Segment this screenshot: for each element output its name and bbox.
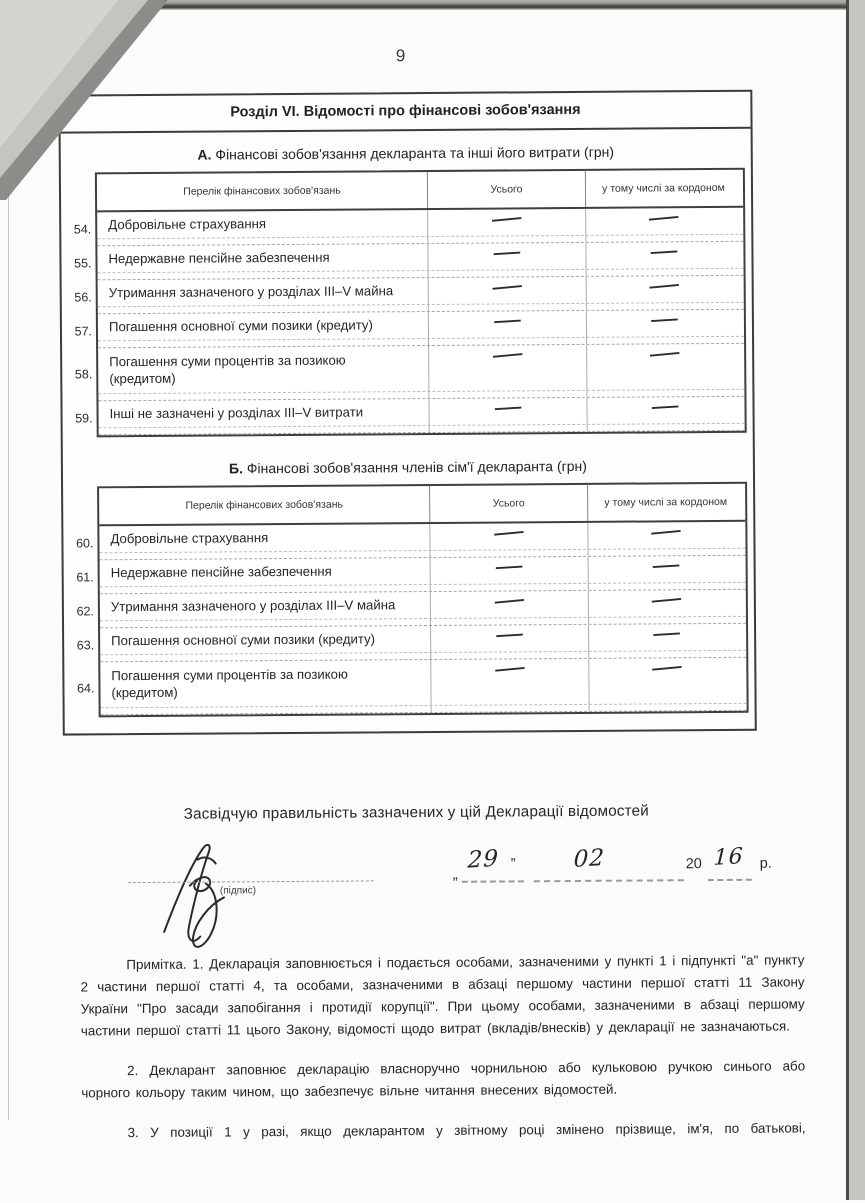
row-abroad-cell: [586, 276, 742, 310]
row-label: Недержавне пенсійне забезпечення: [110, 563, 332, 580]
row-total-cell: [427, 209, 585, 243]
row-abroad-cell: [585, 208, 741, 242]
table-row: [76, 554, 746, 595]
date-open-quote: „: [452, 865, 458, 883]
row-total-cell: [428, 311, 586, 345]
row-abroad-cell: [585, 242, 741, 276]
row-label: Погашення суми процентів за позикою (кредитом): [109, 352, 346, 386]
row-label: Добровільне страхування: [110, 529, 269, 546]
table-a-title-text: Фінансові зобов'язання декларанта та інші його витрати (грн): [215, 143, 615, 163]
row-number: 57.: [74, 323, 93, 338]
column-header-total: Усього: [427, 171, 585, 208]
handwritten-dash: —: [648, 206, 680, 230]
page-number: 9: [395, 46, 407, 66]
handwritten-dash: —: [495, 623, 524, 647]
row-label: Погашення суми процентів за позикою (кредитом): [111, 666, 348, 700]
table-a-title: [61, 143, 751, 164]
handwritten-dash: —: [650, 588, 683, 612]
handwritten-dash: —: [648, 274, 680, 298]
table-b-title-text: Фінансові зобов'язання членів сім'ї декларанта (грн): [246, 457, 587, 477]
row-number: 64.: [77, 681, 95, 696]
handwritten-day: 29: [467, 845, 500, 874]
table-row: [74, 274, 744, 315]
day-line: [462, 880, 524, 882]
table-row: [77, 656, 746, 716]
row-abroad-cell: [586, 397, 742, 431]
handwritten-dash: —: [493, 589, 526, 613]
table-a: [73, 168, 747, 438]
table-b: [76, 482, 749, 718]
row-number: 63.: [76, 637, 95, 652]
handwritten-year: 16: [713, 843, 745, 871]
note-3: 3. У позиції 1 у разі, якщо декларантом у звітному році змінено прізвище, ім'я, по батькові,: [127, 1120, 806, 1141]
handwritten-dash: —: [494, 396, 522, 420]
signature-caption: (підпис): [219, 885, 257, 897]
row-abroad-cell: [588, 556, 744, 590]
row-abroad-cell: [587, 522, 743, 556]
year-line: [708, 879, 752, 881]
handwritten-dash: —: [650, 520, 682, 544]
table-a-letter: А.: [197, 146, 212, 163]
handwritten-dash: —: [493, 521, 525, 545]
table-row: [76, 622, 746, 663]
signature-and-date-block: [2, 835, 865, 961]
table-row: [74, 308, 744, 349]
row-total-cell: [430, 659, 588, 712]
section-vi-box: [58, 90, 756, 736]
row-number: 56.: [74, 289, 92, 304]
table-row: [76, 520, 745, 561]
column-header-total: Усього: [429, 485, 587, 522]
year-prefix: 20: [685, 856, 702, 873]
row-number: 54.: [73, 221, 92, 236]
table-b-title: [63, 457, 753, 478]
row-number: 60.: [76, 535, 94, 550]
row-total-cell: [428, 398, 586, 432]
handwritten-dash: —: [651, 656, 683, 680]
note-1: Примітка. 1. Декларація заповнюється і подається особами, зазначеними у пункті 1 і підпункті "а" пункту 2 частини першої статті 4, та особами, зазначеними в абзаці першому частини першої статті 11 Закону України "Про засади запобігання і протидії корупції". При цьому особами, зазначеними в абзаці першому частини першої статті 11 цього Закону, відомості щодо витрат (вкладів/внесків) у декларації не зазначаються.: [80, 952, 805, 1039]
column-header-list: Перелік фінансових зобов'язань: [183, 184, 341, 198]
row-label: Недержавне пенсійне забезпечення: [108, 249, 330, 266]
row-label: Добровільне страхування: [108, 215, 267, 232]
row-label: Погашення основної суми позики (кредиту): [108, 317, 373, 334]
handwritten-dash: —: [494, 657, 526, 681]
scan-right-paper-edge: [846, 0, 865, 1200]
row-total-cell: [428, 277, 586, 311]
row-number: 55.: [74, 255, 92, 270]
handwritten-dash: —: [495, 555, 524, 579]
handwritten-dash: —: [493, 309, 522, 333]
row-abroad-cell: [586, 310, 742, 344]
row-total-cell: [430, 557, 588, 591]
row-number: 61.: [76, 569, 94, 584]
row-total-cell: [430, 625, 588, 659]
scan-left-crease: [8, 190, 9, 1120]
handwritten-dash: —: [491, 275, 523, 299]
handwritten-dash: —: [648, 342, 681, 366]
column-header-abroad: у тому числі за кордоном: [587, 484, 743, 521]
table-b-header: [99, 484, 745, 527]
column-header-abroad: у тому числі за кордоном: [585, 170, 741, 207]
row-label: Утримання зазначеного у розділах III–V майна: [108, 282, 394, 300]
row-number: 58.: [74, 367, 93, 382]
handwritten-dash: —: [493, 241, 521, 265]
handwritten-dash: —: [652, 554, 681, 578]
table-row: [75, 395, 744, 436]
row-number: 59.: [75, 410, 93, 425]
handwritten-dash: —: [651, 395, 679, 419]
year-suffix: р.: [759, 855, 772, 872]
handwritten-dash: —: [650, 240, 678, 264]
row-label: Інші не зазначені у розділах III–V витрати: [109, 404, 364, 421]
month-line: [534, 879, 684, 882]
date-close-quote: ”: [510, 855, 516, 873]
row-number: 62.: [76, 603, 94, 618]
note-2: 2. Декларант заповнює декларацію власноручно чорнильною або кульковою ручкою синього або чорного кольору таким чином, що забезпечує вільне читання внесених відомостей.: [81, 1058, 806, 1101]
table-b-letter: Б.: [228, 460, 243, 477]
row-total-cell: [427, 243, 585, 277]
row-abroad-cell: [586, 344, 742, 397]
row-abroad-cell: [588, 658, 744, 711]
certification-statement: Засвідчую правильність зазначених у цій Декларації відомостей: [183, 802, 650, 823]
row-abroad-cell: [588, 590, 744, 624]
handwritten-dash: —: [492, 343, 524, 367]
row-label: Погашення основної суми позики (кредиту): [111, 631, 376, 648]
row-total-cell: [428, 345, 586, 398]
section-title: Розділ VI. Відомості про фінансові зобов'язання: [60, 92, 750, 134]
handwritten-dash: —: [652, 622, 681, 646]
row-label: Утримання зазначеного у розділах III–V майна: [110, 596, 396, 614]
row-total-cell: [430, 591, 588, 625]
table-row: [76, 588, 746, 629]
column-header-list: Перелік фінансових зобов'язань: [185, 498, 343, 512]
table-row: [74, 342, 744, 402]
row-total-cell: [429, 523, 587, 557]
table-row: [73, 206, 743, 247]
handwritten-dash: —: [491, 207, 523, 231]
handwritten-month: 02: [573, 844, 606, 873]
table-row: [74, 240, 743, 281]
handwritten-dash: —: [650, 308, 679, 332]
table-a-header: [97, 170, 743, 213]
notes-block: [80, 949, 805, 1162]
row-abroad-cell: [588, 624, 744, 658]
